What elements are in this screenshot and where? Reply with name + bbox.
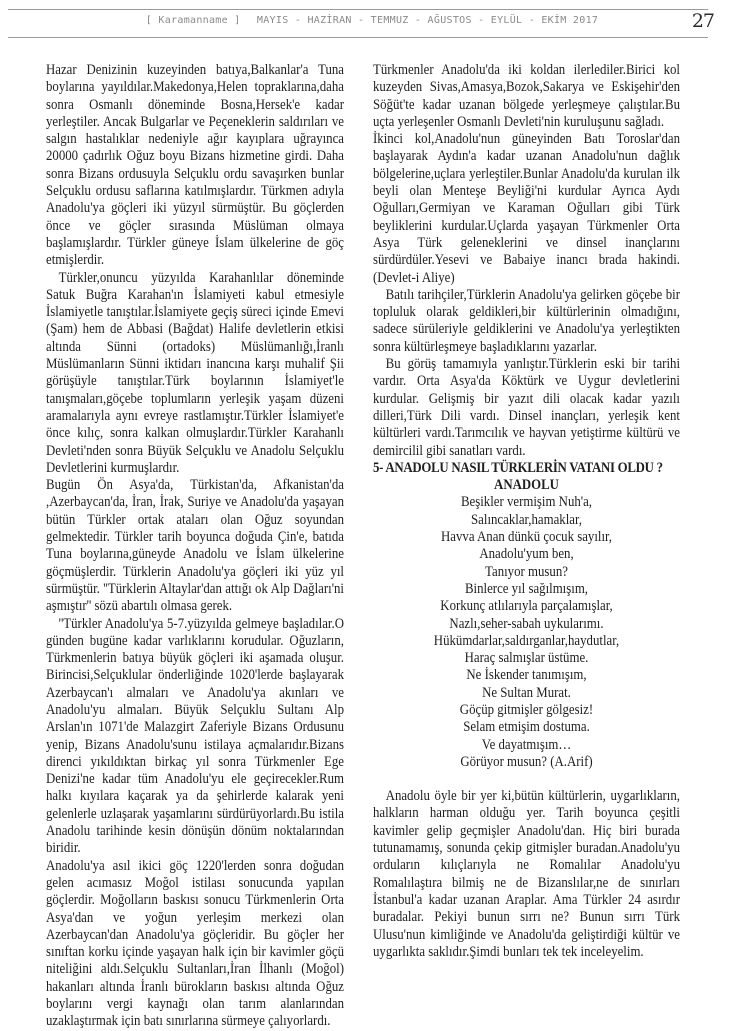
spacer xyxy=(373,771,680,788)
poem-line: Havva Anan dünkü çocuk sayılır, xyxy=(441,529,613,546)
poem-line: Göçüp gitmişler gölgesiz! xyxy=(459,701,594,718)
poem-line: Selam etmişim dostuma. xyxy=(463,719,590,736)
poem-line: Hükümdarlar,saldırganlar,haydutlar, xyxy=(433,632,620,649)
left-column xyxy=(46,62,344,1031)
paragraph: Türkler,onuncu yüzyılda Karahanlılar döneminde Satuk Buğra Karahan'ın İslamiyeti kabul etmesiyle İslamiyetle tanıştılar.İslamiyete geçiş süreci içinde Emevi (Şam) hem de Abbasi (Bağdat) Halife devletlerin etkisi altında Sünni (ortadoks) Müslümanlığı,İranlı Müslümanların Sünni iktidarı inancına karşı muhalif Şii görüşüyle tanıştılar.Türk boylarının İslamiyet'le tanışmaları,göçebe toplumların yerleşik yaşam düzeni aramalarıyla aynı evreye rastlamıştır.Türkler İslamiyet'e önce kılıç, sonra kalkan olmuşlardır.Türkler Karahanlı Devleti'nden sonra Büyük Selçuklu ve Anadolu Selçuklu Devletlerini kurmuşlardır. xyxy=(46,269,344,476)
poem-line: Ve dayatmışım… xyxy=(481,736,572,753)
page-number: 27 xyxy=(691,10,714,32)
paragraph: ''Türkler Anadolu'ya 5-7.yüzyılda gelmeye başladılar.O günden bugüne kadar varlıklarını korudular. Oğuzların, Türkmenlerin batıya büyük göçleri iki aşamada oluşur. Birincisi,Selçuklular önderliğinde 1020'lerde başlayarak Azerbaycan'ı almaları ve Anadolu'ya akınları ve Anadolu'yu almaları. Büyük Selçuklu Sultanı Alp Arslan'ın 1071'de Malazgirt Zaferiyle Bizans Ordusunu yenip, Bizans Anadolu'sunu istilaya açmalarıdır.Bizans direnci yıkıldıktan birkaç yıl sonra Türkmenler Ege Denizi'ne kadar tüm Anadolu'yu ele geçirecekler.Rum halkı kıyılara kaçarak ya da şehirlerde kalarak yeni gelenlerle uzlaşarak yaşamlarını sürdürüyorlardı.Bu istila Anadolu tarihinde kesin dönüşün dönüm noktalarından biridir. xyxy=(46,615,344,857)
poem-line: Binlerce yıl sağılmışım, xyxy=(464,580,589,597)
poem-line: Haraç salmışlar üstüme. xyxy=(464,650,589,667)
header-top-rule xyxy=(8,9,708,10)
right-column xyxy=(373,62,680,961)
paragraph: Batılı tarihçiler,Türklerin Anadolu'ya gelirken göçebe bir topluluk olarak geldikleri,bir kültürlerinin olmadığını, sadece sürüleriyle geldiklerini ve Anadolu'ya yerleştikten sonra kültürleşmeye başladıklarını yazarlar. xyxy=(373,286,681,355)
poem-line: Ne İskender tanımışım, xyxy=(466,667,587,684)
section-heading: 5- ANADOLU NASIL TÜRKLERİN VATANI OLDU ? xyxy=(373,459,663,476)
poem-line: Tanıyor musun? xyxy=(485,563,568,580)
poem xyxy=(373,477,680,771)
poem-line: Beşikler vermişim Nuh'a, xyxy=(460,494,593,511)
page-header xyxy=(0,0,744,40)
paragraph: İkinci kol,Anadolu'nun güneyinden Batı Toroslar'dan başlayarak Aydın'a kadar uzanan Anadolu'nun dağlık bölgelerine,uçlara yerleştiler.Bunlar Anadolu'da kurulan ilk beyli olan Menteşe Beyliği'ni kurdular Ayrıca Aydı Oğulları,Germiyan ve Karaman Oğulları gibi Türk beyliklerini kurdular.Uçlarda yaşayan Türkmenler Orta Asya Türk geleneklerini ve dinsel inançlarını sürdürdüler.Yesevi ve Babaiye inancı brada hakindi. (Devlet-i Aliye) xyxy=(373,131,681,286)
issue-dates: MAYIS - HAZİRAN - TEMMUZ - AĞUSTOS - EYLÜL - EKİM 2017 xyxy=(256,15,599,26)
poem-line: Ne Sultan Murat. xyxy=(482,684,571,701)
poem-line: Görüyor musun? (A.Arif) xyxy=(460,753,593,770)
poem-line: Nazlı,seher-sabah uykularımı. xyxy=(449,615,604,632)
paragraph: Anadolu öyle bir yer ki,bütün kültürlerin, uygarlıkların, halkların harman olduğu yer. Tarih boyunca çeşitli kavimler gelip geçmişler Anadolu'dan. Hiç biri burada tutunamamış, sonunda çekip gitmişler buradan.Anadolu'yu orduların kılıçlarıyla ne Romalılar Anadolu'yu Romalılaştıra bilmiş ne de Bizanslılar,ne de sınırları İstanbul'a kadar uzanan Araplar. Ama Türkler 24 asırdır buradalar. Pekiyi bunun sırrı ne? Bunun sırrı Türk Ulusu'nun kimliğinde ve Anadolu'da geliştirdiği kültür ve uygarlıkta saklıdır.Şimdi bunları tek tek inceleyelim. xyxy=(373,788,681,960)
poem-title: ANADOLU xyxy=(494,477,559,494)
poem-line: Korkunç atlılarıyla parçalamışlar, xyxy=(440,598,613,615)
paragraph: Bugün Ön Asya'da, Türkistan'da, Afkanistan'da ,Azerbaycan'da, İran, İrak, Suriye ve Anadolu'da yaşayan bütün Türkler ortak ataları olan Oğuz soyundan gelmektedir. Türkler tarih boyunca doğuda Çin'e, batıda Tuna boylarına,güneyde Anadolu ve İslam ülkelerine göçmüşlerdir. Türklerin Anadolu'ya göçleri iki yüz yıl sürmüştür. ''Türklerin Altaylar'dan attığı ok Alp Dağları'ni aşmıştır'' sözü abartılı olmasa gerek. xyxy=(46,477,344,615)
running-header xyxy=(0,15,744,26)
header-bottom-rule xyxy=(8,37,708,38)
paragraph: Türkmenler Anadolu'da iki koldan ilerlediler.Birici kol kuzeyden Sivas,Amasya,Bozok,Sakarya ve Eskişehir'den Söğüt'te kadar uzanan bölgede yerleşmeye çalıştılar.Bu uçta yerleşenler Osmanlı Devleti'nin kuruluşunu sağladı. xyxy=(373,62,681,130)
poem-line: Anadolu'yum ben, xyxy=(479,546,574,563)
paragraph: Bu görüş tamamıyla yanlıştır.Türklerin eski bir tarihi vardır. Orta Asya'da Köktürk ve Uygur devletlerini kurdular. Gelişmiş bir yazıt dili olacak kadar yazılı dilleri,Türk Dili vardı. Dinsel inançları, yerleşik kent kültürleri vardı.Tarımcılık ve hayvan yetiştirme kültürü ve demircilil gibi sanatları vardı. xyxy=(373,356,681,459)
poem-line: Salıncaklar,hamaklar, xyxy=(471,511,582,528)
magazine-name: [ Karamanname ] xyxy=(145,15,241,26)
paragraph: Anadolu'ya asıl ikici göç 1220'lerden sonra doğudan gelen acımasız Moğol istilası sonucunda yapılan göçlerdir. Moğolların baskısı sonucu Türkmenlerin Orta Asya'dan ve yoğun yerleşim merkezi olan Azerbaycan'dan Anadolu'ya göçleridir. Bu göçler her sınıftan korku içinde yaşayan halk için bir kavimler göçü niteliğini aldı.Selçuklu Sultanları,İran İlhanlı (Moğol) hakanları altında İranlı bürokların baskısı altında Oğuz boylarını vergi kaynağı olan tarım alanlarından uzaklaştırmak için batı sınırlarına sürmeye çalıyorlardı. xyxy=(46,857,344,1030)
paragraph: Hazar Denizinin kuzeyinden batıya,Balkanlar'a Tuna boylarına yayıldılar.Makedonya,Helen topraklarına,daha sonra Osmanlı döneminde Bosna,Hersek'e kadar yerleştiler. Ancak Bulgarlar ve Peçeneklerin saldırıları ve salgın hastalıklar nedeniyle ağır kayıplara uğrayınca 20000 çadırlık Oğuz boyu Bizans hizmetine girdi. Daha sonra Bizans ordusuyla Selçuklu ordu savaşırken bunlar Selçuklu ordusu saflarına katılmışlardır. Türkmen adıyla Anadolu'ya göçleri iki yüzyıl sürmüştür. Bu göçlerden önce ve göçler sırasında Müslüman olmaya başlamışlardır. Türkler güneye İslam ülkelerine de göç etmişlerdir. xyxy=(46,62,344,269)
